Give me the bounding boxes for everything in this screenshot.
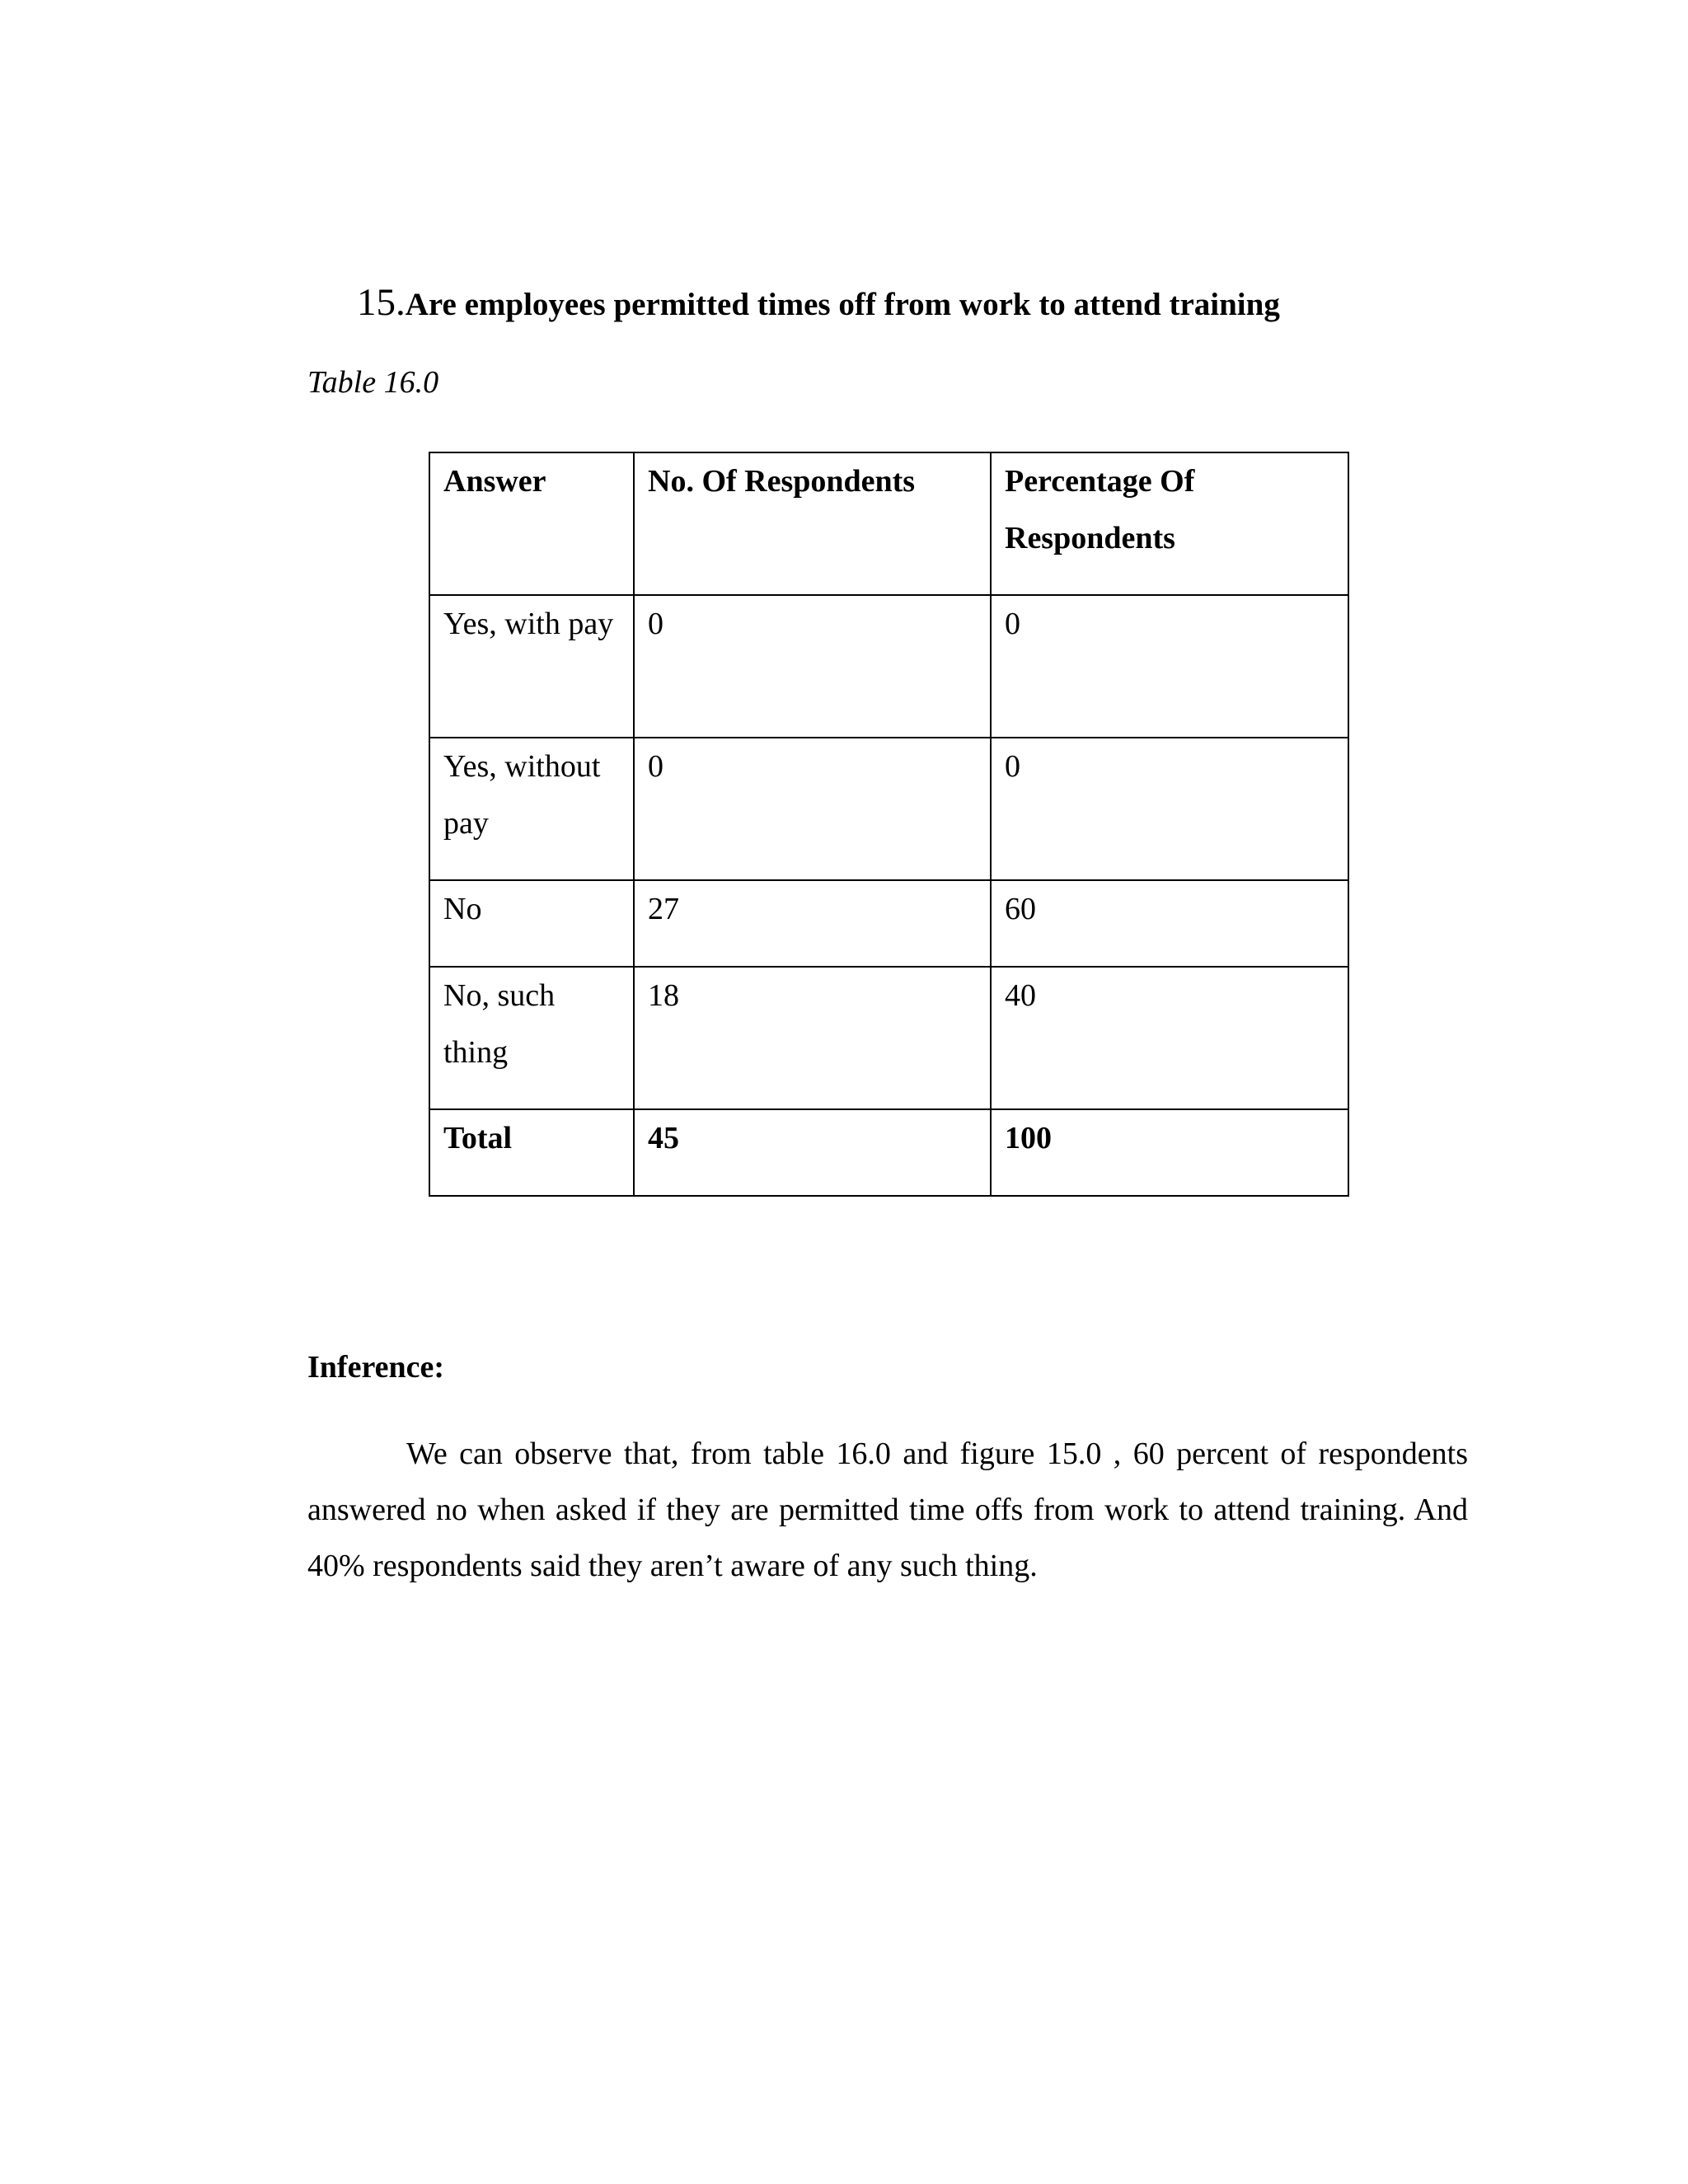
question-text: Are employees permitted times off from work to attend training — [405, 287, 1280, 322]
header-percent: Percentage Of Respondents — [991, 452, 1348, 595]
question-heading — [357, 280, 1280, 325]
percent-cell: 0 — [991, 738, 1348, 880]
answer-cell: Yes, without pay — [429, 738, 634, 880]
header-answer: Answer — [429, 452, 634, 595]
percent-cell: 0 — [991, 595, 1348, 738]
table-row — [429, 738, 1348, 880]
table-row — [429, 595, 1348, 738]
table-header-row — [429, 452, 1348, 595]
answer-cell: No — [429, 880, 634, 967]
inference-title: Inference: — [307, 1350, 445, 1385]
count-cell: 0 — [634, 738, 991, 880]
table-row — [429, 880, 1348, 967]
responses-table — [429, 452, 1349, 1197]
answer-cell: No, such thing — [429, 967, 634, 1109]
count-cell: 0 — [634, 595, 991, 738]
percent-cell: 60 — [991, 880, 1348, 967]
table-caption: Table 16.0 — [307, 365, 439, 400]
total-percent-cell: 100 — [991, 1109, 1348, 1196]
answer-cell: Yes, with pay — [429, 595, 634, 738]
count-cell: 27 — [634, 880, 991, 967]
table-row — [429, 967, 1348, 1109]
total-label-cell: Total — [429, 1109, 634, 1196]
total-count-cell: 45 — [634, 1109, 991, 1196]
header-count: No. Of Respondents — [634, 452, 991, 595]
percent-cell: 40 — [991, 967, 1348, 1109]
count-cell: 18 — [634, 967, 991, 1109]
inference-paragraph: We can observe that, from table 16.0 and figure 15.0 , 60 percent of respondents answered no when asked if they are permitted time offs from work to attend training. And 40% respondents said they aren’t aware of any such thing. — [307, 1436, 1468, 1583]
question-number: 15. — [357, 281, 406, 324]
table-total-row — [429, 1109, 1348, 1196]
